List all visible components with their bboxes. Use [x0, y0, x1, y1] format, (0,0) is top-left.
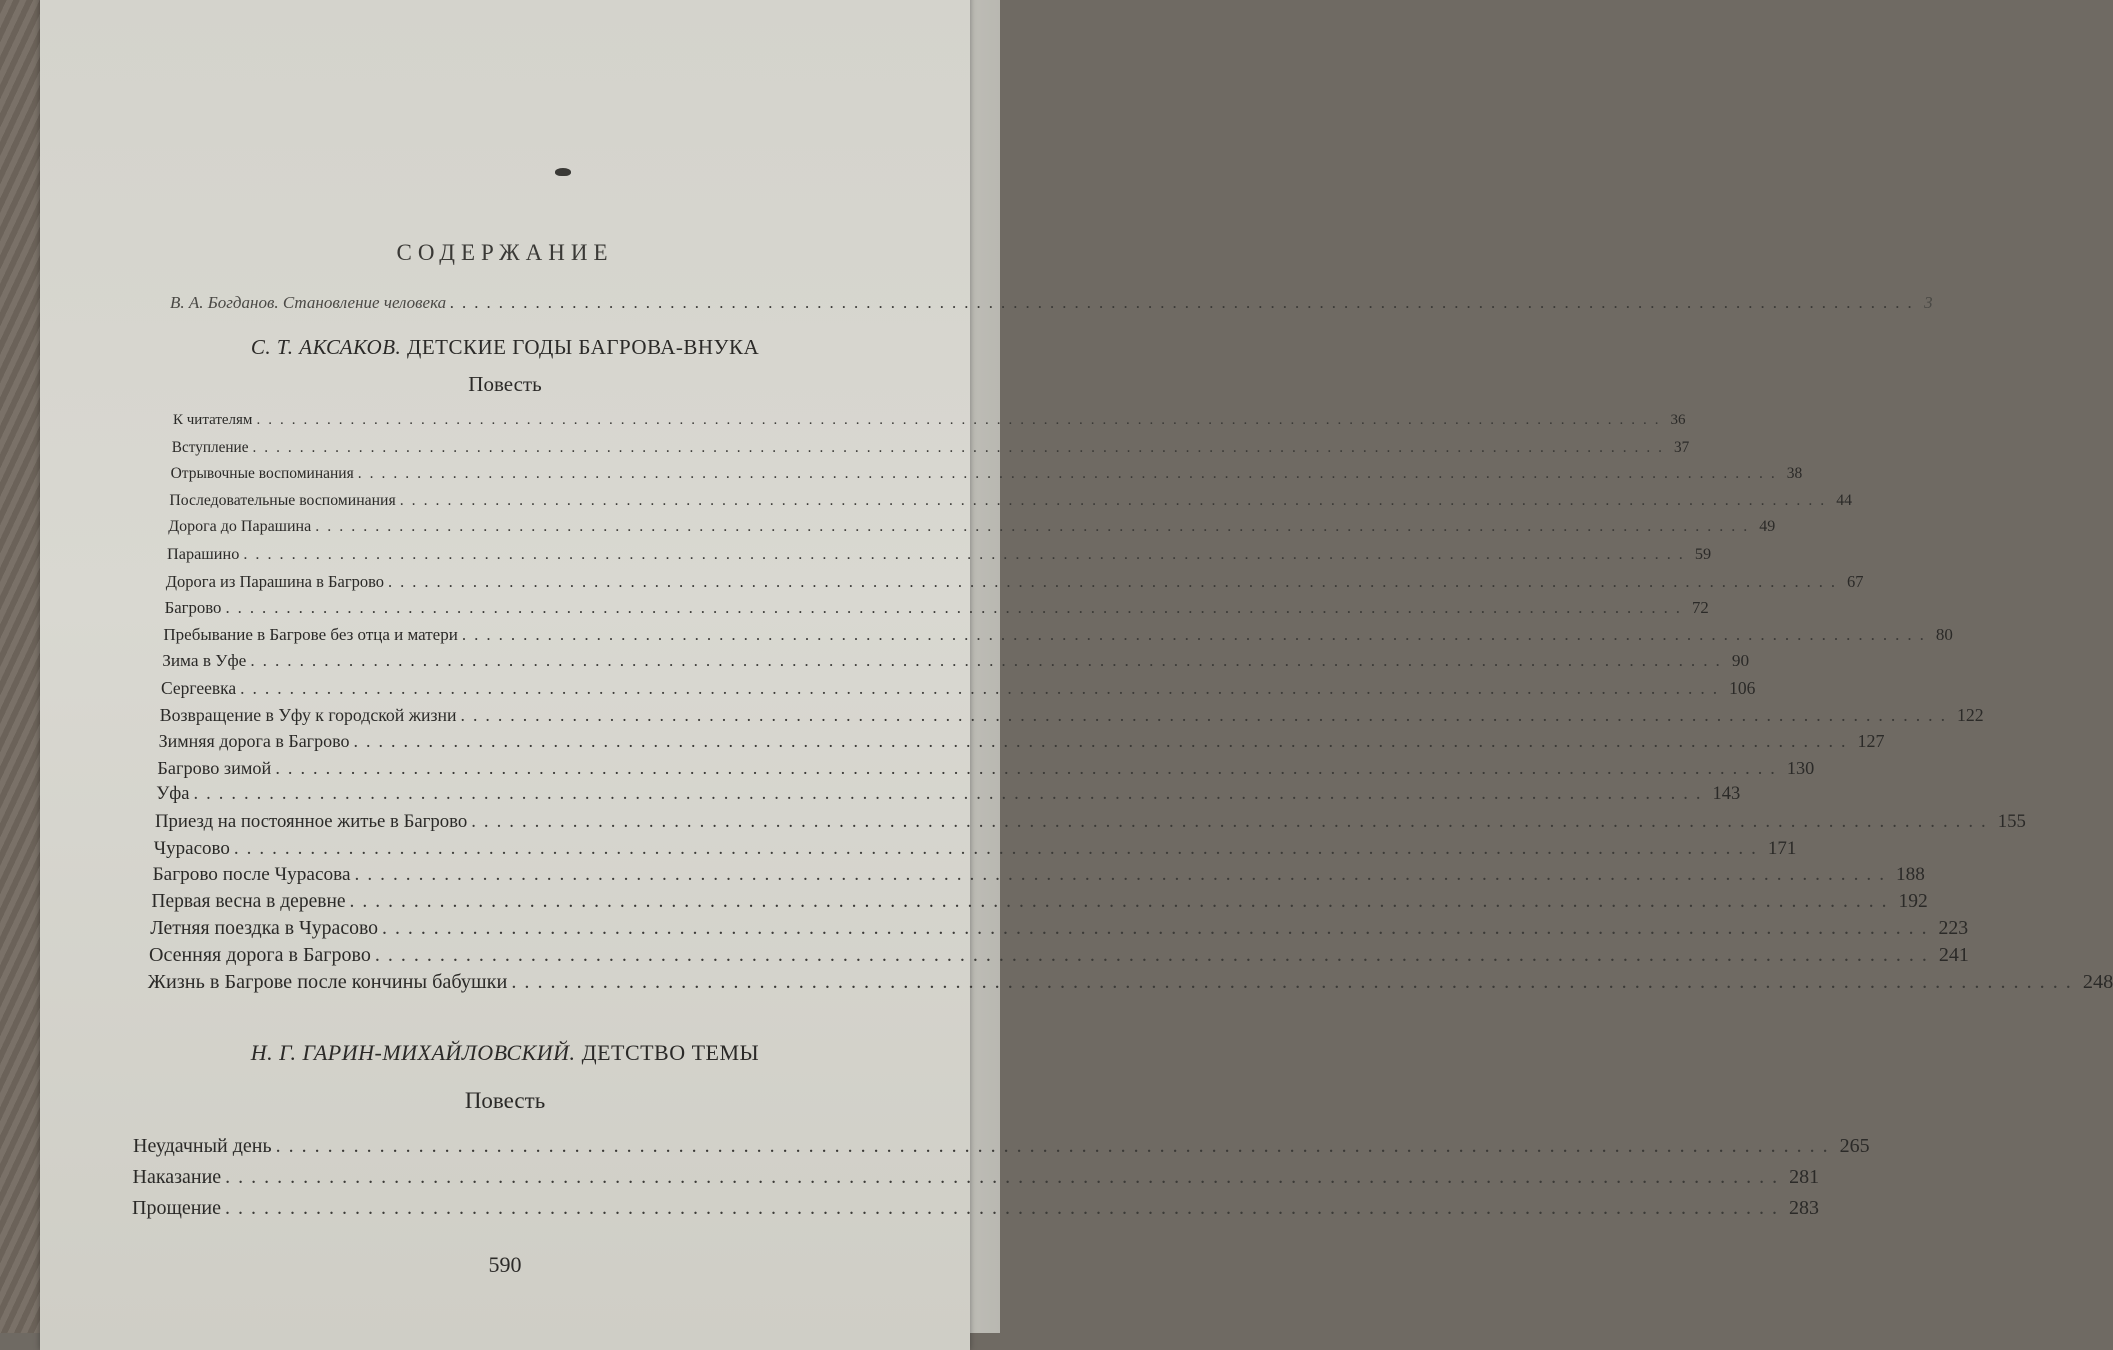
- toc-entry-title: Пребывание в Багрове без отца и матери: [163, 624, 458, 644]
- toc-entry-page: 90: [1731, 651, 1750, 671]
- toc-entry-title: Дорога до Парашина: [168, 518, 312, 536]
- toc-entry-page: 265: [1839, 1135, 1870, 1157]
- toc-entry-page: 283: [1789, 1197, 1820, 1219]
- toc-entry-title: К читателям: [173, 412, 253, 428]
- toc-entry-title: Сергеевка: [161, 678, 237, 698]
- toc-entry: [155, 811, 2026, 833]
- toc-leader-dots: ........................................................................................................................: [225, 598, 1688, 618]
- toc-leader-dots: ........................................................................................................................: [256, 412, 1667, 428]
- toc-entry-title: Чурасово: [153, 837, 230, 859]
- section2-genre: Повесть: [464, 1088, 546, 1113]
- toc-entry-title: Наказание: [132, 1166, 222, 1188]
- toc-leader-dots: ........................................................................................................................: [315, 518, 1756, 536]
- toc-leader-dots: ........................................................................................................................: [388, 571, 1844, 591]
- toc-entry: [157, 757, 1815, 779]
- section1-work: ДЕТСКИЕ ГОДЫ БАГРОВА-ВНУКА: [407, 335, 760, 359]
- toc-entry: [167, 545, 1712, 564]
- toc-leader-dots: ........................................................................................................................: [275, 1135, 1836, 1157]
- toc-entry-title: Зимняя дорога в Багрово: [158, 731, 350, 752]
- toc-entry: [153, 837, 1797, 860]
- toc-leader-dots: ........................................................................................................................: [374, 944, 1935, 966]
- toc-entry: [171, 438, 1690, 457]
- toc-entry-page: 3: [1924, 293, 1933, 312]
- toc-entry-page: 281: [1789, 1166, 1820, 1188]
- toc-entry-page: 49: [1759, 518, 1776, 536]
- toc-entry-page: 80: [1935, 624, 1953, 644]
- toc-leader-dots: ........................................................................................................................: [357, 465, 1783, 483]
- toc-entry-title: Первая весна в деревне: [151, 890, 346, 912]
- toc-entry-title: Багрово после Чурасова: [152, 864, 351, 886]
- toc-entry-page: 192: [1898, 890, 1928, 912]
- section2-work: ДЕТСТВО ТЕМЫ: [581, 1040, 760, 1065]
- toc-entry-title: Возвращение в Уфу к городской жизни: [159, 704, 457, 725]
- toc-entry-title: Отрывочные воспоминания: [170, 465, 354, 483]
- toc-entry-title: Вступление: [171, 438, 249, 456]
- toc-entry: [149, 944, 1969, 967]
- toc-entry-page: 67: [1847, 571, 1864, 591]
- toc-entry: [147, 970, 2113, 994]
- toc-entry-title: Уфа: [156, 784, 190, 805]
- toc-entry-page: 130: [1786, 757, 1815, 778]
- toc-entry-page: 223: [1938, 917, 1969, 940]
- toc-entry-page: 59: [1694, 545, 1712, 563]
- toc-entry-page: 248: [2082, 970, 2113, 993]
- toc-leader-dots: ........................................................................................................................: [225, 1166, 1786, 1188]
- toc-leader-dots: ........................................................................................................................: [460, 704, 1954, 725]
- toc-leader-dots: ........................................................................................................................: [250, 651, 1728, 671]
- toc-entry-title: Жизнь в Багрове после кончины бабушки: [147, 970, 508, 993]
- toc-entry-title: Парашино: [167, 545, 240, 563]
- toc-entry-title: Дорога из Парашина в Багрово: [165, 571, 385, 591]
- toc-entry: [163, 624, 1953, 645]
- section1-genre: Повесть: [468, 372, 542, 396]
- toc-entry: [151, 890, 1928, 913]
- toc-entry: [173, 412, 1686, 429]
- toc-entry-title: Зима в Уфе: [162, 651, 247, 671]
- toc-entry-title: Последовательные воспоминания: [169, 491, 396, 509]
- toc-leader-dots: ........................................................................................................................: [240, 678, 1726, 698]
- toc-entry: [156, 784, 1741, 805]
- toc-leader-dots: ........................................................................................................................: [225, 1197, 1786, 1219]
- section2-heading: [40, 1040, 970, 1066]
- toc-entry-title: Неудачный день: [133, 1135, 272, 1157]
- section1-heading: [40, 335, 970, 360]
- contents-title: СОДЕРЖАНИЕ: [396, 240, 614, 265]
- toc-leader-dots: ........................................................................................................................: [461, 624, 1932, 644]
- toc-entry: [152, 864, 1925, 886]
- toc-entry-page: 72: [1691, 598, 1709, 618]
- toc-entry-page: 38: [1786, 465, 1803, 483]
- page-number: 590: [488, 1252, 522, 1277]
- toc-leader-dots: ........................................................................................................................: [471, 811, 1994, 832]
- toc-entry-page: 143: [1712, 784, 1741, 805]
- toc-leader-dots: ........................................................................................................................: [353, 731, 1854, 752]
- toc-leader-dots: ........................................................................................................................: [193, 784, 1709, 805]
- toc-entry-page: 122: [1957, 704, 1984, 725]
- toc-entry-title: Осенняя дорога в Багрово: [149, 944, 371, 966]
- toc-entry-title: Багрово: [164, 598, 222, 618]
- toc-entry: [158, 731, 1885, 752]
- toc-leader-dots: ........................................................................................................................: [450, 293, 1921, 312]
- toc-leader-dots: ........................................................................................................................: [382, 917, 1935, 940]
- toc-entry-title: Летняя поездка в Чурасово: [150, 917, 379, 940]
- toc-entry: [159, 704, 1984, 726]
- toc-entry-title: Багрово зимой: [157, 757, 272, 778]
- toc-leader-dots: ........................................................................................................................: [399, 491, 1833, 509]
- toc-entry: [170, 465, 1803, 483]
- toc-entry: [132, 1197, 1820, 1220]
- toc-entry: [133, 1135, 1870, 1158]
- toc-leader-dots: ........................................................................................................................: [511, 970, 2079, 993]
- toc-entry-page: 241: [1938, 944, 1969, 966]
- toc-entry-page: 171: [1767, 837, 1797, 859]
- toc-leader-dots: ........................................................................................................................: [243, 545, 1691, 563]
- toc-entry: [132, 1166, 1820, 1189]
- toc-entry: [162, 651, 1750, 671]
- toc-entry-intro: [170, 293, 1933, 313]
- toc-entry-page: 188: [1896, 864, 1925, 886]
- toc-entry: [169, 491, 1852, 510]
- toc-entry-page: 37: [1673, 438, 1690, 456]
- toc-entry-page: 36: [1670, 412, 1686, 428]
- toc-entry-title: В. А. Богданов. Становление человека: [170, 293, 447, 312]
- toc-entry: [165, 571, 1864, 592]
- toc-entry-title: Приезд на постоянное житье в Багрово: [155, 811, 468, 832]
- toc-leader-dots: ........................................................................................................................: [275, 757, 1783, 778]
- toc-entry: [150, 917, 1969, 940]
- toc-leader-dots: ........................................................................................................................: [354, 864, 1892, 886]
- section1-author: С. Т. АКСАКОВ.: [250, 335, 402, 359]
- ornament-icon: [555, 168, 571, 176]
- section2-author: Н. Г. ГАРИН-МИХАЙЛОВСКИЙ.: [250, 1040, 576, 1065]
- toc-entry: [164, 598, 1709, 618]
- toc-leader-dots: ........................................................................................................................: [349, 890, 1895, 912]
- toc-entry-page: 44: [1836, 491, 1852, 509]
- toc-entry-page: 155: [1997, 811, 2026, 832]
- toc-leader-dots: ........................................................................................................................: [252, 438, 1670, 456]
- toc-leader-dots: ........................................................................................................................: [233, 837, 1764, 859]
- book-page: [40, 0, 2113, 1350]
- toc-entry-page: 127: [1857, 731, 1885, 752]
- toc-entry: [161, 678, 1756, 699]
- toc-entry-title: Прощение: [132, 1197, 222, 1219]
- toc-entry: [168, 518, 1776, 536]
- toc-entry-page: 106: [1729, 678, 1756, 698]
